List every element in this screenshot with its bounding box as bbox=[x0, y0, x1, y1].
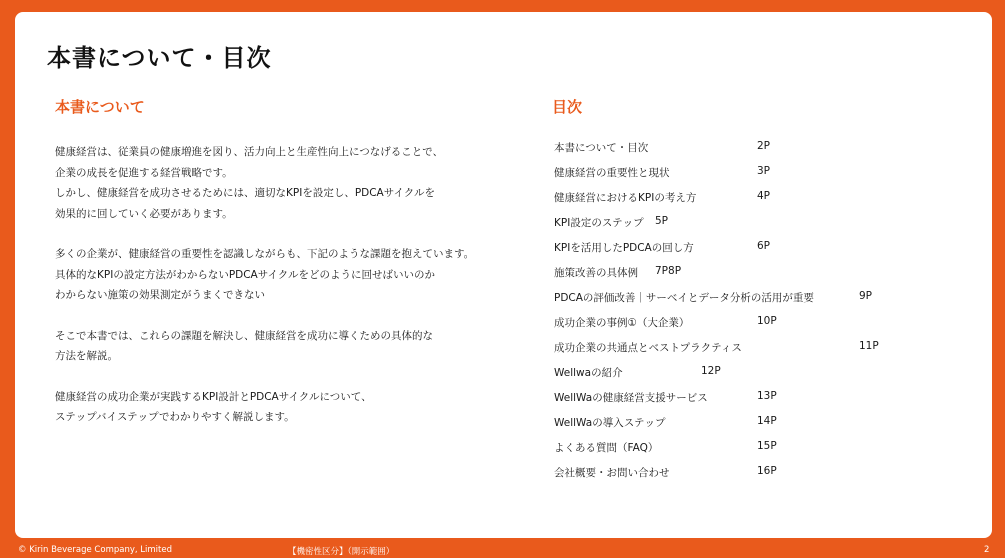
toc-item-page: 2P bbox=[757, 140, 771, 152]
about-line: 企業の成長を促進する経営戦略です。 bbox=[55, 166, 233, 179]
slide-card bbox=[15, 12, 992, 538]
toc-item-page: 16P bbox=[757, 465, 777, 477]
about-line: ステップバイステップでわかりやすく解説します。 bbox=[55, 411, 295, 423]
about-line: 健康経営の成功企業が実践するKPI設計とPDCAサイクルについて、 bbox=[55, 390, 372, 403]
about-paragraph bbox=[55, 142, 525, 224]
toc-item[interactable] bbox=[554, 415, 954, 440]
about-line: 健康経営は、従業員の健康増進を図り、活力向上と生産性向上につなげることで、 bbox=[55, 146, 444, 158]
toc-item[interactable] bbox=[554, 340, 954, 365]
about-line: 具体的なKPIの設定方法がわからないPDCAサイクルをどのように回せばいいのか bbox=[55, 268, 435, 281]
toc-item-page: 14P bbox=[757, 415, 777, 427]
about-line: しかし、健康経営を成功させるためには、適切なKPIを設定し、PDCAサイクルを bbox=[55, 187, 435, 199]
toc-item-page: 9P bbox=[859, 290, 873, 302]
about-line: わからない施策の効果測定がうまくできない bbox=[55, 289, 265, 301]
toc-item-label: 成功企業の事例①（大企業） bbox=[554, 317, 690, 329]
footer-page-number: 2 bbox=[984, 545, 990, 555]
toc-item-label: PDCAの評価改善｜サーベイとデータ分析の活用が重要 bbox=[554, 292, 814, 304]
toc-item-label: 健康経営におけるKPIの考え方 bbox=[554, 192, 697, 204]
footer-confidentiality: 【機密性区分】（開示範囲） bbox=[288, 547, 395, 557]
toc-item[interactable] bbox=[554, 240, 954, 265]
about-body bbox=[55, 142, 525, 428]
page-title: 本書について・目次 bbox=[47, 44, 272, 72]
toc-item-label: 施策改善の具体例 bbox=[554, 267, 638, 279]
toc-item-page: 11P bbox=[859, 340, 879, 352]
toc-item-label: よくある質問（FAQ） bbox=[554, 442, 659, 454]
toc-item[interactable] bbox=[554, 465, 954, 490]
toc-item[interactable] bbox=[554, 440, 954, 465]
toc-item-label: KPI設定のステップ bbox=[554, 217, 644, 229]
toc-item[interactable] bbox=[554, 165, 954, 190]
toc-item-label: WellWaの導入ステップ bbox=[554, 417, 666, 429]
toc-item[interactable] bbox=[554, 140, 954, 165]
toc-item-page: 15P bbox=[757, 440, 777, 452]
toc-item[interactable] bbox=[554, 265, 954, 290]
toc-item-page: 4P bbox=[757, 190, 771, 202]
about-line: 方法を解説。 bbox=[55, 350, 118, 362]
about-paragraph bbox=[55, 326, 525, 367]
toc-heading: 目次 bbox=[552, 98, 583, 116]
toc-item[interactable] bbox=[554, 215, 954, 240]
toc-item-label: Wellwaの紹介 bbox=[554, 367, 623, 379]
toc-item[interactable] bbox=[554, 190, 954, 215]
toc-item-label: KPIを活用したPDCAの回し方 bbox=[554, 242, 694, 254]
toc-item-page: 10P bbox=[757, 315, 777, 327]
toc-item-label: WellWaの健康経営支援サービス bbox=[554, 392, 708, 404]
toc-item[interactable] bbox=[554, 390, 954, 415]
about-line: 多くの企業が、健康経営の重要性を認識しながらも、下記のような課題を抱えています。 bbox=[55, 248, 475, 260]
toc-item-page: 7P8P bbox=[655, 265, 682, 277]
about-line: 効果的に回していく必要があります。 bbox=[55, 207, 233, 220]
toc-item-label: 健康経営の重要性と現状 bbox=[554, 167, 670, 179]
toc-item[interactable] bbox=[554, 290, 954, 315]
toc-list bbox=[554, 140, 954, 490]
toc-item[interactable] bbox=[554, 365, 954, 390]
toc-item-label: 本書について・目次 bbox=[554, 142, 649, 154]
about-paragraph bbox=[55, 244, 525, 306]
about-heading: 本書について bbox=[55, 98, 145, 116]
toc-item[interactable] bbox=[554, 315, 954, 340]
toc-item-page: 12P bbox=[701, 365, 721, 377]
toc-item-page: 6P bbox=[757, 240, 771, 252]
toc-item-label: 会社概要・お問い合わせ bbox=[554, 467, 670, 479]
about-paragraph bbox=[55, 387, 525, 428]
toc-item-label: 成功企業の共通点とベストプラクティス bbox=[554, 342, 742, 354]
toc-item-page: 3P bbox=[757, 165, 771, 177]
about-line: そこで本書では、これらの課題を解決し、健康経営を成功に導くための具体的な bbox=[55, 329, 433, 342]
toc-item-page: 13P bbox=[757, 390, 777, 402]
toc-item-page: 5P bbox=[655, 215, 669, 227]
footer-copyright: © Kirin Beverage Company, Limited bbox=[18, 545, 172, 555]
